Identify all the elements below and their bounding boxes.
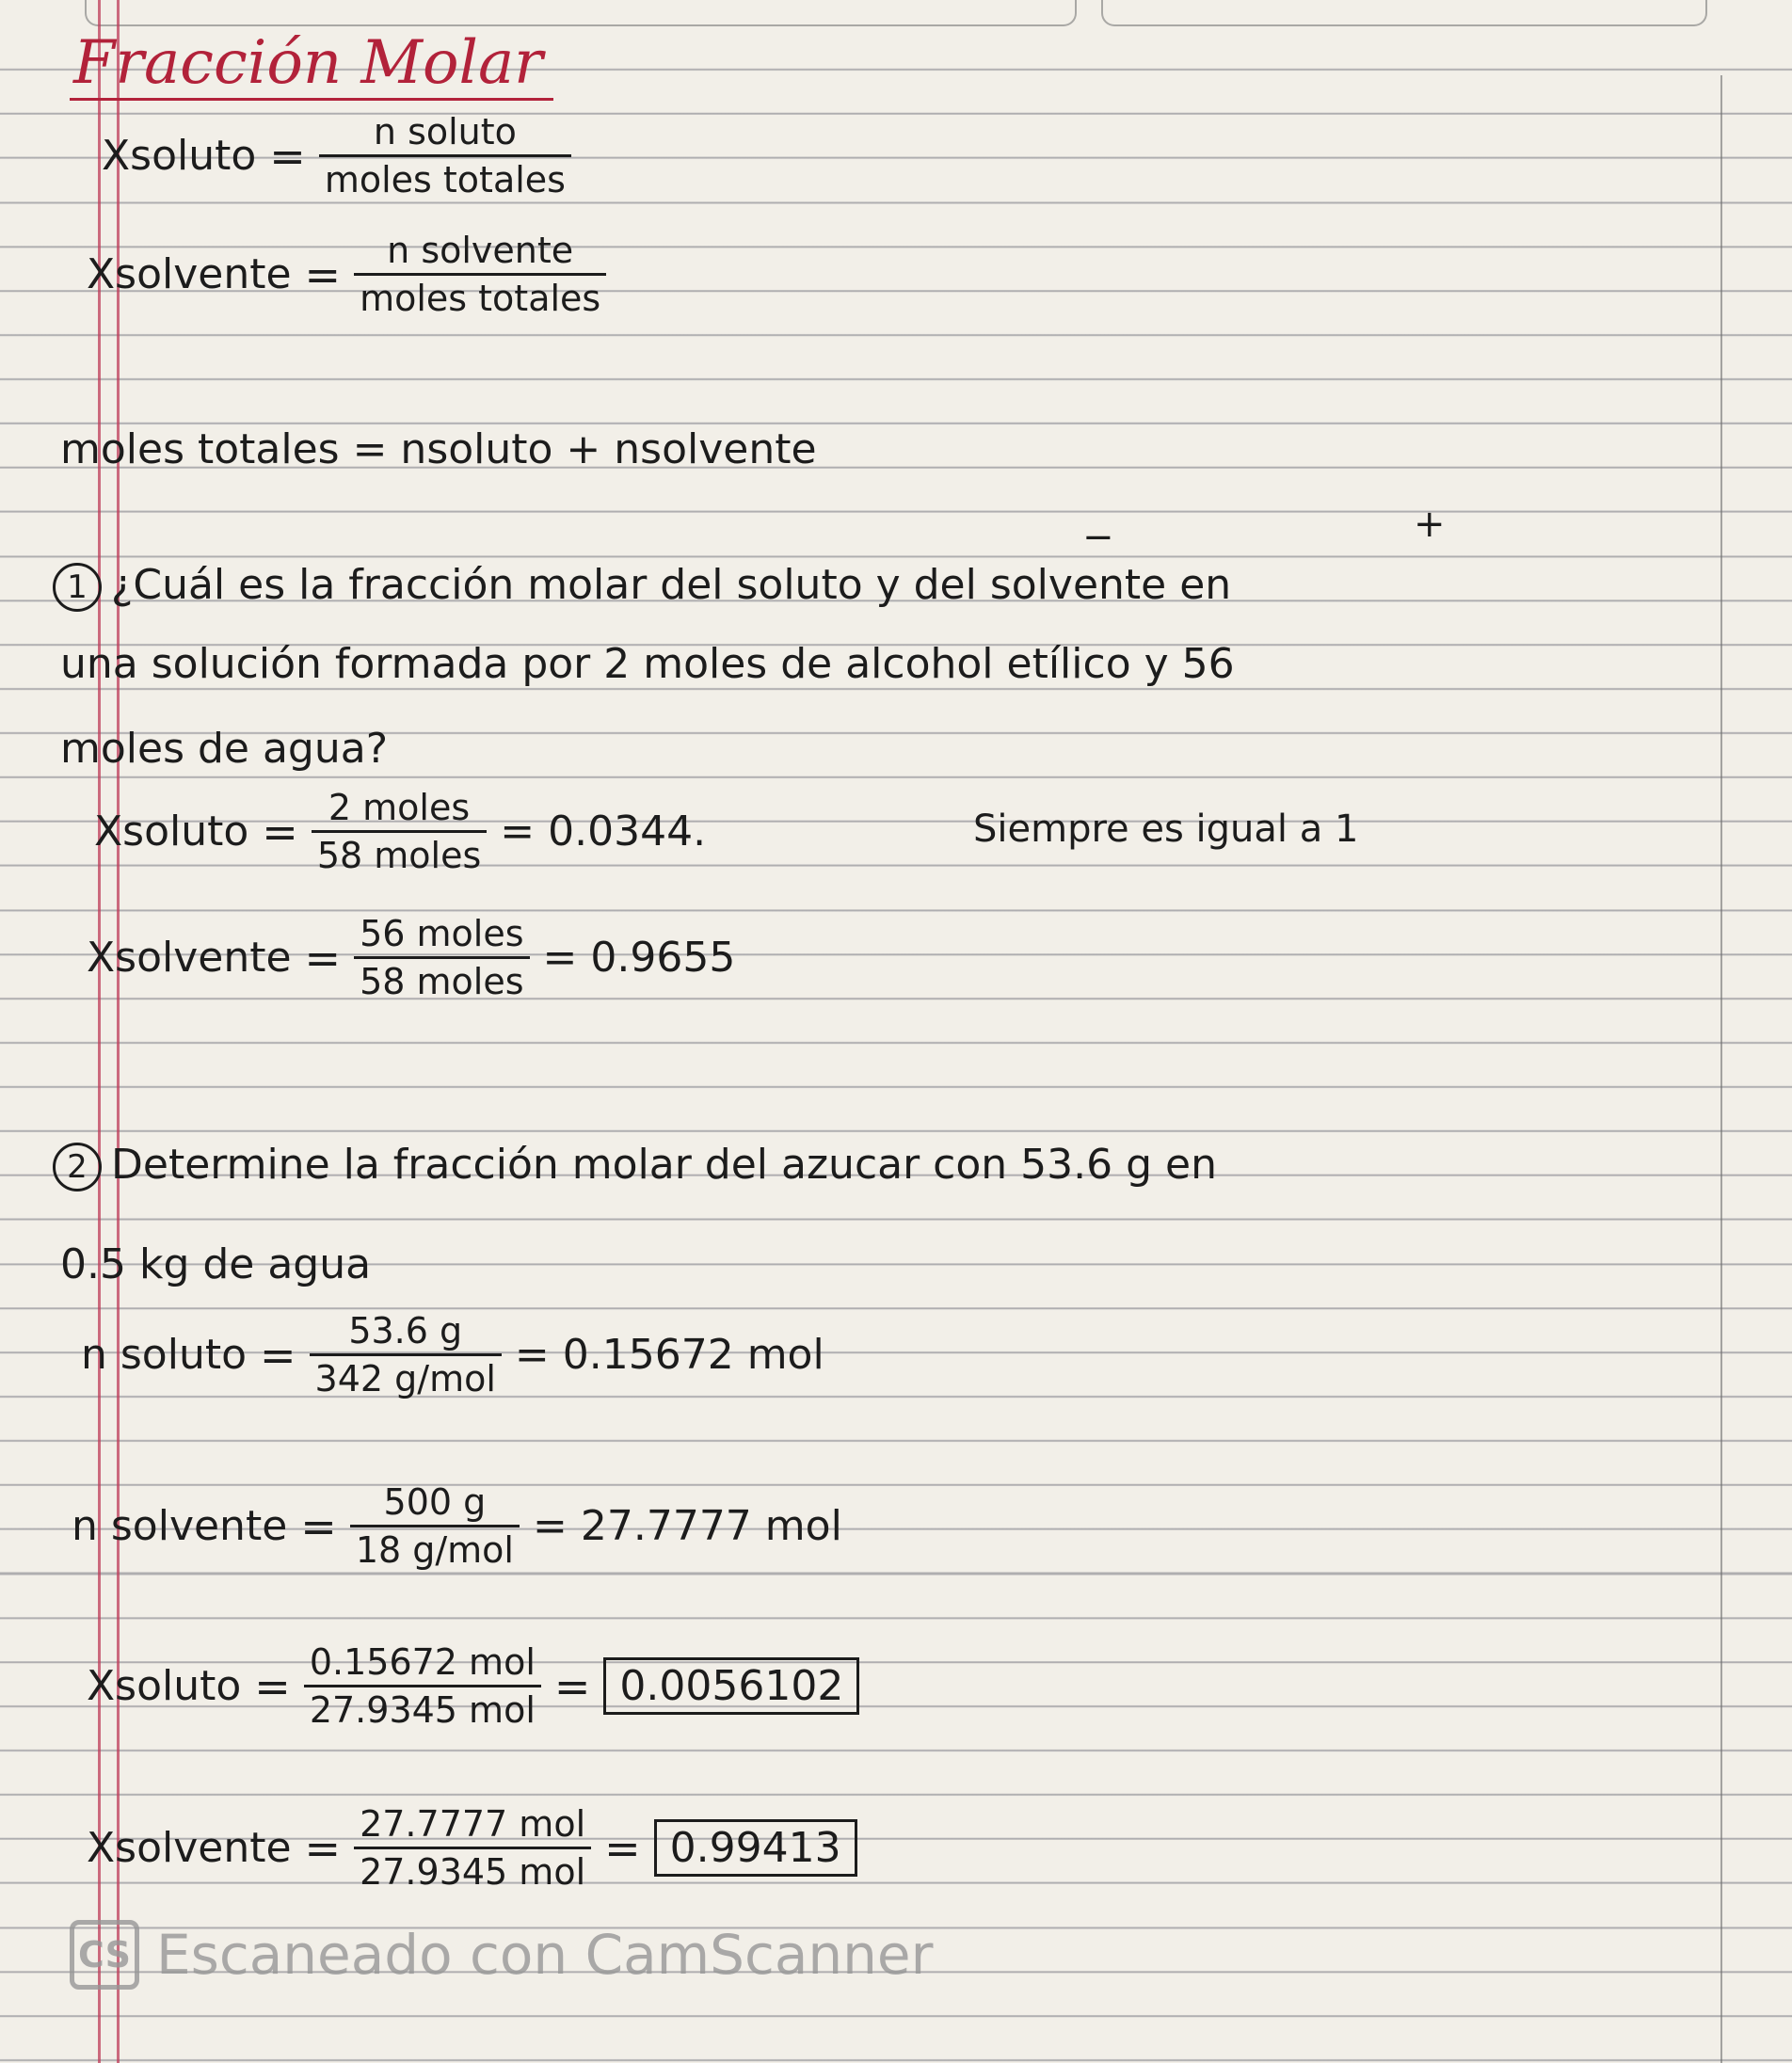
p2-nsoluto-result: = 0.15672 mol	[514, 1331, 824, 1379]
page-title: Fracción Molar	[73, 28, 543, 98]
p2-xsolvente-result-boxed: 0.99413	[654, 1819, 857, 1877]
fraction-bar	[319, 154, 571, 157]
denominator: 342 g/mol	[314, 1358, 496, 1399]
p2-nsolvente-lhs: n solvente	[72, 1502, 288, 1550]
p1-xsoluto-lhs: Xsoluto	[94, 808, 249, 856]
denominator: moles totales	[324, 159, 566, 200]
fraction	[354, 913, 529, 1002]
p2-nsoluto	[81, 1310, 824, 1399]
denominator: 58 moles	[360, 961, 524, 1002]
denominator: 27.9345 mol	[309, 1689, 536, 1731]
equals-sign: =	[304, 1822, 342, 1874]
camscanner-logo-icon: CS	[70, 1920, 139, 1990]
fraction	[319, 111, 571, 200]
equals-sign: =	[269, 130, 306, 182]
numerator: n solvente	[387, 230, 574, 271]
p1-xsoluto	[94, 787, 706, 876]
problem2-text-line1: Determine la fracción molar del azucar con 53.6 g en	[111, 1141, 1217, 1189]
fraction-bar	[312, 830, 487, 833]
p2-xsoluto	[87, 1641, 859, 1731]
plus-mark: +	[1414, 503, 1446, 546]
problem2-line1	[53, 1141, 1217, 1191]
equals-sign: =	[300, 1500, 337, 1552]
watermark-text: Escaneado con CamScanner	[156, 1923, 934, 1987]
denominator: moles totales	[360, 278, 601, 319]
p2-xsolvente-lhs: Xsolvente	[87, 1824, 292, 1872]
p1-xsolvente	[87, 913, 735, 1002]
equals-sign: =	[553, 1660, 591, 1712]
fraction	[312, 787, 487, 876]
fraction	[310, 1310, 502, 1399]
problem1-line1	[53, 561, 1231, 612]
fraction-bar	[354, 956, 529, 959]
equals-sign: =	[262, 806, 298, 857]
problem2-text-line2: 0.5 kg de agua	[60, 1240, 372, 1288]
def-xsoluto	[102, 111, 571, 200]
equals-sign: =	[304, 248, 342, 300]
moles-totales-formula: moles totales = nsoluto + nsolvente	[60, 425, 817, 473]
numerator: 0.15672 mol	[309, 1641, 536, 1683]
numerator: 53.6 g	[348, 1310, 463, 1351]
p2-xsoluto-lhs: Xsoluto	[87, 1662, 242, 1710]
fraction	[350, 1481, 520, 1571]
p1-xsolvente-result: = 0.9655	[542, 934, 736, 982]
equals-sign: =	[604, 1822, 641, 1874]
numerator: 56 moles	[360, 913, 524, 954]
def-xsoluto-lhs: Xsoluto	[102, 132, 257, 180]
denominator: 27.9345 mol	[360, 1851, 586, 1893]
problem-number-badge: 2	[53, 1143, 102, 1191]
fraction-bar	[304, 1685, 541, 1687]
equals-sign: =	[254, 1660, 291, 1712]
numerator: 27.7777 mol	[360, 1803, 586, 1845]
p2-nsolvente	[72, 1481, 842, 1571]
p2-xsolvente	[87, 1803, 857, 1893]
numerator: n soluto	[373, 111, 517, 152]
problem1-text-line3: moles de agua?	[60, 725, 389, 773]
numerator: 500 g	[383, 1481, 487, 1523]
numerator: 2 moles	[328, 787, 471, 828]
def-xsolvente-lhs: Xsolvente	[87, 250, 292, 298]
problem-number-badge: 1	[53, 563, 102, 612]
fraction-bar	[310, 1353, 502, 1356]
minus-mark: −	[1082, 516, 1114, 559]
fraction	[354, 1803, 591, 1893]
p1-xsolvente-lhs: Xsolvente	[87, 934, 292, 982]
problem1-text-line1: ¿Cuál es la fracción molar del soluto y del solvente en	[111, 561, 1232, 609]
problem1-text-line2: una solución formada por 2 moles de alcohol etílico y 56	[60, 640, 1235, 688]
page-tab-left	[85, 0, 1077, 26]
denominator: 58 moles	[316, 835, 482, 876]
camscanner-watermark	[70, 1920, 933, 1990]
p2-xsoluto-result-boxed: 0.0056102	[603, 1657, 859, 1715]
title-underline	[70, 98, 553, 101]
page-tab-right	[1101, 0, 1707, 26]
fraction-bar	[354, 273, 606, 276]
p1-note: Siempre es igual a 1	[973, 808, 1359, 851]
denominator: 18 g/mol	[355, 1529, 514, 1571]
p2-nsoluto-lhs: n soluto	[81, 1331, 247, 1379]
p2-nsolvente-result: = 27.7777 mol	[533, 1502, 842, 1550]
fraction	[354, 230, 606, 319]
p1-xsoluto-result: = 0.0344.	[500, 808, 707, 856]
def-xsolvente	[87, 230, 606, 319]
fraction	[304, 1641, 541, 1731]
equals-sign: =	[304, 932, 342, 984]
right-border	[1720, 75, 1722, 2063]
equals-sign: =	[260, 1329, 296, 1381]
fraction-bar	[354, 1847, 591, 1849]
fraction-bar	[350, 1525, 520, 1527]
